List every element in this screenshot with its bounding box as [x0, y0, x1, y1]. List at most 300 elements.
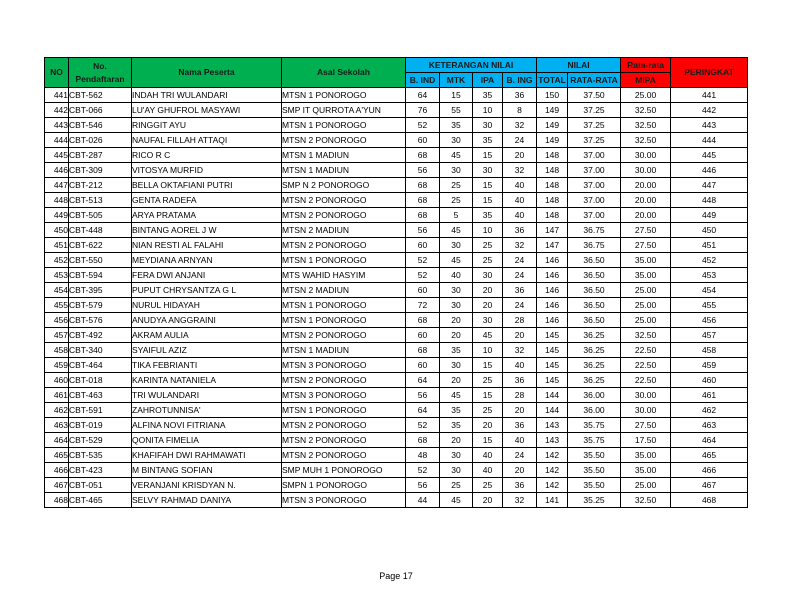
- cell-rata-rata: 35.50: [568, 448, 621, 463]
- cell-mtk: 20: [440, 313, 473, 328]
- cell-rata-rata: 36.00: [568, 388, 621, 403]
- cell-ipa: 15: [473, 433, 503, 448]
- cell-ipa: 25: [473, 238, 503, 253]
- cell-rata-rata-mipa: 20.00: [621, 178, 671, 193]
- cell-rata-rata-mipa: 30.00: [621, 403, 671, 418]
- cell-rata-rata: 36.50: [568, 313, 621, 328]
- cell-nama-peserta: LU'AY GHUFROL MASYAWI: [132, 103, 282, 118]
- cell-total: 148: [537, 148, 568, 163]
- cell-rata-rata-mipa: 25.00: [621, 478, 671, 493]
- table-row: [45, 313, 748, 328]
- cell-no: 450: [45, 223, 69, 238]
- cell-ipa: 15: [473, 178, 503, 193]
- header-nama-peserta: Nama Peserta: [132, 58, 282, 88]
- cell-b-ing: 36: [503, 478, 537, 493]
- cell-ipa: 45: [473, 328, 503, 343]
- table-row: [45, 433, 748, 448]
- cell-no: 455: [45, 298, 69, 313]
- cell-peringkat: 444: [671, 133, 748, 148]
- cell-asal-sekolah: MTSN 2 PONOROGO: [282, 328, 406, 343]
- cell-nama-peserta: M BINTANG SOFIAN: [132, 463, 282, 478]
- cell-no: 448: [45, 193, 69, 208]
- cell-no-pendaftaran: CBT-066: [69, 103, 132, 118]
- cell-b-ing: 40: [503, 208, 537, 223]
- cell-rata-rata: 37.00: [568, 148, 621, 163]
- cell-total: 148: [537, 208, 568, 223]
- cell-mtk: 20: [440, 433, 473, 448]
- cell-peringkat: 449: [671, 208, 748, 223]
- cell-b-ind: 52: [406, 118, 440, 133]
- table-row: [45, 358, 748, 373]
- cell-no-pendaftaran: CBT-212: [69, 178, 132, 193]
- cell-no-pendaftaran: CBT-287: [69, 148, 132, 163]
- cell-b-ing: 40: [503, 433, 537, 448]
- cell-asal-sekolah: MTSN 3 PONOROGO: [282, 493, 406, 508]
- cell-no-pendaftaran: CBT-505: [69, 208, 132, 223]
- cell-no-pendaftaran: CBT-594: [69, 268, 132, 283]
- cell-nama-peserta: NAUFAL FILLAH ATTAQI: [132, 133, 282, 148]
- cell-no-pendaftaran: CBT-465: [69, 493, 132, 508]
- cell-nama-peserta: AKRAM AULIA: [132, 328, 282, 343]
- cell-mtk: 30: [440, 163, 473, 178]
- cell-peringkat: 465: [671, 448, 748, 463]
- cell-total: 145: [537, 358, 568, 373]
- header-b-ind: B. IND: [406, 73, 440, 88]
- cell-ipa: 20: [473, 418, 503, 433]
- table-row: [45, 208, 748, 223]
- cell-nama-peserta: SYAIFUL AZIZ: [132, 343, 282, 358]
- cell-total: 142: [537, 463, 568, 478]
- table-row: [45, 448, 748, 463]
- cell-nama-peserta: KHAFIFAH DWI RAHMAWATI: [132, 448, 282, 463]
- cell-rata-rata-mipa: 32.50: [621, 118, 671, 133]
- table-row: [45, 253, 748, 268]
- cell-mtk: 20: [440, 328, 473, 343]
- cell-b-ind: 64: [406, 88, 440, 103]
- cell-no-pendaftaran: CBT-448: [69, 223, 132, 238]
- cell-peringkat: 462: [671, 403, 748, 418]
- cell-total: 145: [537, 373, 568, 388]
- cell-mtk: 15: [440, 88, 473, 103]
- table-row: [45, 373, 748, 388]
- cell-b-ing: 36: [503, 88, 537, 103]
- cell-no-pendaftaran: CBT-051: [69, 478, 132, 493]
- cell-asal-sekolah: MTSN 1 PONOROGO: [282, 403, 406, 418]
- table-row: [45, 328, 748, 343]
- cell-rata-rata: 35.50: [568, 463, 621, 478]
- cell-mtk: 45: [440, 148, 473, 163]
- cell-no-pendaftaran: CBT-513: [69, 193, 132, 208]
- cell-no: 462: [45, 403, 69, 418]
- cell-b-ing: 24: [503, 268, 537, 283]
- cell-total: 147: [537, 238, 568, 253]
- cell-no-pendaftaran: CBT-423: [69, 463, 132, 478]
- cell-rata-rata-mipa: 35.00: [621, 448, 671, 463]
- table-row: [45, 268, 748, 283]
- cell-rata-rata: 37.00: [568, 163, 621, 178]
- cell-no: 459: [45, 358, 69, 373]
- cell-asal-sekolah: MTSN 1 PONOROGO: [282, 88, 406, 103]
- cell-total: 146: [537, 268, 568, 283]
- cell-total: 148: [537, 193, 568, 208]
- cell-b-ind: 60: [406, 238, 440, 253]
- cell-nama-peserta: ALFINA NOVI FITRIANA: [132, 418, 282, 433]
- cell-rata-rata-mipa: 27.50: [621, 238, 671, 253]
- cell-ipa: 25: [473, 403, 503, 418]
- cell-rata-rata-mipa: 25.00: [621, 88, 671, 103]
- cell-b-ing: 40: [503, 193, 537, 208]
- cell-mtk: 45: [440, 223, 473, 238]
- cell-ipa: 40: [473, 448, 503, 463]
- cell-b-ind: 56: [406, 163, 440, 178]
- cell-no: 449: [45, 208, 69, 223]
- cell-b-ind: 68: [406, 148, 440, 163]
- cell-mtk: 25: [440, 478, 473, 493]
- cell-rata-rata-mipa: 17.50: [621, 433, 671, 448]
- cell-rata-rata: 36.50: [568, 253, 621, 268]
- cell-ipa: 15: [473, 193, 503, 208]
- cell-no-pendaftaran: CBT-464: [69, 358, 132, 373]
- cell-rata-rata-mipa: 30.00: [621, 148, 671, 163]
- cell-no: 452: [45, 253, 69, 268]
- cell-ipa: 40: [473, 463, 503, 478]
- cell-peringkat: 445: [671, 148, 748, 163]
- cell-rata-rata: 35.50: [568, 478, 621, 493]
- cell-peringkat: 460: [671, 373, 748, 388]
- cell-no-pendaftaran: CBT-019: [69, 418, 132, 433]
- cell-ipa: 25: [473, 478, 503, 493]
- cell-no: 458: [45, 343, 69, 358]
- cell-b-ing: 28: [503, 313, 537, 328]
- cell-asal-sekolah: MTSN 3 PONOROGO: [282, 358, 406, 373]
- cell-nama-peserta: MEYDIANA ARNYAN: [132, 253, 282, 268]
- cell-peringkat: 464: [671, 433, 748, 448]
- cell-peringkat: 446: [671, 163, 748, 178]
- cell-rata-rata: 36.50: [568, 283, 621, 298]
- cell-ipa: 10: [473, 103, 503, 118]
- cell-no: 468: [45, 493, 69, 508]
- cell-asal-sekolah: SMP IT QURROTA A'YUN: [282, 103, 406, 118]
- cell-mtk: 30: [440, 448, 473, 463]
- cell-no-pendaftaran: CBT-622: [69, 238, 132, 253]
- table-row: [45, 133, 748, 148]
- cell-ipa: 20: [473, 493, 503, 508]
- cell-total: 148: [537, 163, 568, 178]
- header-ipa: IPA: [473, 73, 503, 88]
- cell-rata-rata-mipa: 22.50: [621, 358, 671, 373]
- cell-ipa: 30: [473, 118, 503, 133]
- header-total: TOTAL: [537, 73, 568, 88]
- cell-rata-rata: 36.25: [568, 358, 621, 373]
- cell-peringkat: 455: [671, 298, 748, 313]
- cell-rata-rata: 37.50: [568, 88, 621, 103]
- cell-peringkat: 461: [671, 388, 748, 403]
- cell-peringkat: 448: [671, 193, 748, 208]
- cell-no: 446: [45, 163, 69, 178]
- cell-mtk: 30: [440, 463, 473, 478]
- cell-ipa: 25: [473, 373, 503, 388]
- table-row: [45, 388, 748, 403]
- cell-total: 144: [537, 388, 568, 403]
- cell-ipa: 15: [473, 148, 503, 163]
- cell-b-ing: 20: [503, 328, 537, 343]
- cell-rata-rata: 37.25: [568, 118, 621, 133]
- cell-no-pendaftaran: CBT-546: [69, 118, 132, 133]
- cell-no: 453: [45, 268, 69, 283]
- cell-no: 445: [45, 148, 69, 163]
- cell-ipa: 35: [473, 88, 503, 103]
- cell-rata-rata: 36.25: [568, 343, 621, 358]
- header-no-pendaftaran: [69, 58, 132, 88]
- cell-no: 464: [45, 433, 69, 448]
- table-row: [45, 223, 748, 238]
- cell-b-ind: 48: [406, 448, 440, 463]
- cell-nama-peserta: ZAHROTUNNISA': [132, 403, 282, 418]
- cell-rata-rata: 36.50: [568, 268, 621, 283]
- cell-rata-rata-mipa: 30.00: [621, 388, 671, 403]
- cell-b-ind: 44: [406, 493, 440, 508]
- cell-ipa: 15: [473, 388, 503, 403]
- cell-asal-sekolah: MTSN 2 PONOROGO: [282, 433, 406, 448]
- cell-ipa: 20: [473, 298, 503, 313]
- cell-rata-rata-mipa: 22.50: [621, 343, 671, 358]
- header-rata-rata-mipa-top: Rata-rata: [621, 58, 671, 73]
- cell-b-ing: 24: [503, 298, 537, 313]
- cell-b-ing: 32: [503, 493, 537, 508]
- cell-asal-sekolah: MTSN 1 PONOROGO: [282, 298, 406, 313]
- cell-b-ind: 60: [406, 358, 440, 373]
- cell-peringkat: 457: [671, 328, 748, 343]
- table-row: [45, 178, 748, 193]
- table-row: [45, 478, 748, 493]
- cell-rata-rata-mipa: 32.50: [621, 103, 671, 118]
- cell-asal-sekolah: SMP N 2 PONOROGO: [282, 178, 406, 193]
- cell-total: 145: [537, 343, 568, 358]
- cell-asal-sekolah: MTSN 2 PONOROGO: [282, 448, 406, 463]
- cell-b-ind: 52: [406, 418, 440, 433]
- cell-asal-sekolah: MTSN 1 MADIUN: [282, 163, 406, 178]
- cell-b-ind: 68: [406, 313, 440, 328]
- cell-rata-rata: 37.00: [568, 208, 621, 223]
- cell-peringkat: 463: [671, 418, 748, 433]
- cell-b-ing: 32: [503, 238, 537, 253]
- cell-b-ind: 60: [406, 133, 440, 148]
- cell-b-ind: 56: [406, 388, 440, 403]
- cell-mtk: 45: [440, 493, 473, 508]
- table-row: [45, 283, 748, 298]
- cell-total: 146: [537, 283, 568, 298]
- header-rata-rata: RATA-RATA: [568, 73, 621, 88]
- cell-nama-peserta: ANUDYA ANGGRAINI: [132, 313, 282, 328]
- cell-rata-rata: 35.75: [568, 418, 621, 433]
- cell-asal-sekolah: MTSN 1 MADIUN: [282, 148, 406, 163]
- cell-total: 145: [537, 328, 568, 343]
- cell-b-ind: 68: [406, 343, 440, 358]
- header-keterangan-nilai: KETERANGAN NILAI: [406, 58, 537, 73]
- cell-mtk: 35: [440, 418, 473, 433]
- cell-b-ing: 36: [503, 373, 537, 388]
- cell-rata-rata-mipa: 27.50: [621, 223, 671, 238]
- cell-peringkat: 468: [671, 493, 748, 508]
- cell-peringkat: 453: [671, 268, 748, 283]
- table-row: [45, 463, 748, 478]
- cell-ipa: 10: [473, 343, 503, 358]
- cell-b-ind: 60: [406, 328, 440, 343]
- cell-peringkat: 454: [671, 283, 748, 298]
- cell-b-ing: 36: [503, 418, 537, 433]
- cell-no-pendaftaran: CBT-018: [69, 373, 132, 388]
- cell-no: 465: [45, 448, 69, 463]
- cell-mtk: 30: [440, 283, 473, 298]
- cell-b-ind: 72: [406, 298, 440, 313]
- cell-ipa: 30: [473, 163, 503, 178]
- cell-mtk: 20: [440, 373, 473, 388]
- cell-nama-peserta: KARINTA NATANIELA: [132, 373, 282, 388]
- cell-ipa: 10: [473, 223, 503, 238]
- cell-peringkat: 447: [671, 178, 748, 193]
- cell-rata-rata: 36.25: [568, 328, 621, 343]
- cell-no: 461: [45, 388, 69, 403]
- cell-mtk: 30: [440, 133, 473, 148]
- cell-nama-peserta: VITOSYA MURFID: [132, 163, 282, 178]
- table-header: [45, 58, 748, 88]
- table-row: [45, 193, 748, 208]
- cell-asal-sekolah: MTSN 2 PONOROGO: [282, 238, 406, 253]
- cell-rata-rata-mipa: 32.50: [621, 328, 671, 343]
- cell-asal-sekolah: MTS WAHID HASYIM: [282, 268, 406, 283]
- cell-asal-sekolah: SMP MUH 1 PONOROGO: [282, 463, 406, 478]
- cell-no-pendaftaran: CBT-576: [69, 313, 132, 328]
- cell-nama-peserta: QONITA FIMELIA: [132, 433, 282, 448]
- cell-rata-rata-mipa: 20.00: [621, 208, 671, 223]
- cell-peringkat: 452: [671, 253, 748, 268]
- table-row: [45, 118, 748, 133]
- cell-no: 441: [45, 88, 69, 103]
- cell-nama-peserta: GENTA RADEFA: [132, 193, 282, 208]
- cell-nama-peserta: NURUL HIDAYAH: [132, 298, 282, 313]
- cell-total: 148: [537, 178, 568, 193]
- cell-total: 149: [537, 118, 568, 133]
- cell-b-ing: 40: [503, 178, 537, 193]
- cell-b-ind: 52: [406, 268, 440, 283]
- cell-ipa: 15: [473, 358, 503, 373]
- cell-b-ind: 68: [406, 208, 440, 223]
- cell-b-ing: 8: [503, 103, 537, 118]
- cell-no: 442: [45, 103, 69, 118]
- cell-ipa: 20: [473, 283, 503, 298]
- cell-b-ing: 32: [503, 343, 537, 358]
- cell-rata-rata: 36.25: [568, 373, 621, 388]
- cell-total: 144: [537, 403, 568, 418]
- table-row: [45, 343, 748, 358]
- cell-mtk: 45: [440, 388, 473, 403]
- cell-total: 146: [537, 298, 568, 313]
- cell-b-ind: 76: [406, 103, 440, 118]
- table-body: [45, 88, 748, 508]
- table-row: [45, 238, 748, 253]
- cell-b-ing: 24: [503, 448, 537, 463]
- cell-mtk: 45: [440, 253, 473, 268]
- cell-no: 456: [45, 313, 69, 328]
- cell-b-ing: 36: [503, 223, 537, 238]
- cell-ipa: 35: [473, 208, 503, 223]
- cell-no: 444: [45, 133, 69, 148]
- header-nilai: NILAI: [537, 58, 621, 73]
- cell-b-ind: 68: [406, 433, 440, 448]
- table-row: [45, 163, 748, 178]
- cell-no-pendaftaran: CBT-026: [69, 133, 132, 148]
- cell-b-ing: 40: [503, 358, 537, 373]
- cell-b-ind: 60: [406, 283, 440, 298]
- cell-no: 447: [45, 178, 69, 193]
- table-row: [45, 418, 748, 433]
- cell-b-ing: 20: [503, 148, 537, 163]
- header-peringkat: PERINGKAT: [671, 58, 748, 88]
- cell-no: 451: [45, 238, 69, 253]
- cell-no: 467: [45, 478, 69, 493]
- ranking-table: [44, 57, 748, 508]
- cell-mtk: 30: [440, 298, 473, 313]
- cell-nama-peserta: BELLA OKTAFIANI PUTRI: [132, 178, 282, 193]
- cell-asal-sekolah: MTSN 2 PONOROGO: [282, 208, 406, 223]
- cell-no-pendaftaran: CBT-579: [69, 298, 132, 313]
- cell-nama-peserta: RINGGIT AYU: [132, 118, 282, 133]
- cell-total: 149: [537, 103, 568, 118]
- cell-rata-rata-mipa: 32.50: [621, 133, 671, 148]
- cell-mtk: 55: [440, 103, 473, 118]
- cell-peringkat: 443: [671, 118, 748, 133]
- cell-b-ind: 52: [406, 253, 440, 268]
- cell-asal-sekolah: MTSN 2 PONOROGO: [282, 133, 406, 148]
- header-no: NO: [45, 58, 69, 88]
- cell-no-pendaftaran: CBT-309: [69, 163, 132, 178]
- cell-b-ind: 64: [406, 403, 440, 418]
- cell-asal-sekolah: MTSN 1 PONOROGO: [282, 118, 406, 133]
- cell-rata-rata: 37.00: [568, 193, 621, 208]
- cell-nama-peserta: BINTANG AOREL J W: [132, 223, 282, 238]
- cell-b-ind: 56: [406, 223, 440, 238]
- cell-peringkat: 450: [671, 223, 748, 238]
- cell-nama-peserta: VERANJANI KRISDYAN N.: [132, 478, 282, 493]
- table-row: [45, 148, 748, 163]
- cell-mtk: 40: [440, 268, 473, 283]
- cell-no-pendaftaran: CBT-535: [69, 448, 132, 463]
- cell-b-ing: 24: [503, 133, 537, 148]
- cell-no-pendaftaran: CBT-591: [69, 403, 132, 418]
- cell-total: 142: [537, 448, 568, 463]
- cell-mtk: 30: [440, 358, 473, 373]
- cell-total: 149: [537, 133, 568, 148]
- cell-no: 454: [45, 283, 69, 298]
- cell-no: 463: [45, 418, 69, 433]
- cell-no-pendaftaran: CBT-562: [69, 88, 132, 103]
- cell-rata-rata: 35.75: [568, 433, 621, 448]
- cell-rata-rata-mipa: 35.00: [621, 463, 671, 478]
- cell-rata-rata-mipa: 25.00: [621, 313, 671, 328]
- cell-mtk: 25: [440, 193, 473, 208]
- cell-nama-peserta: SELVY RAHMAD DANIYA: [132, 493, 282, 508]
- cell-b-ind: 56: [406, 478, 440, 493]
- cell-asal-sekolah: MTSN 2 PONOROGO: [282, 193, 406, 208]
- cell-total: 143: [537, 418, 568, 433]
- cell-asal-sekolah: MTSN 1 PONOROGO: [282, 253, 406, 268]
- cell-rata-rata: 37.25: [568, 103, 621, 118]
- cell-mtk: 25: [440, 178, 473, 193]
- cell-rata-rata-mipa: 20.00: [621, 193, 671, 208]
- header-asal-sekolah: Asal Sekolah: [282, 58, 406, 88]
- cell-peringkat: 451: [671, 238, 748, 253]
- cell-asal-sekolah: MTSN 2 PONOROGO: [282, 373, 406, 388]
